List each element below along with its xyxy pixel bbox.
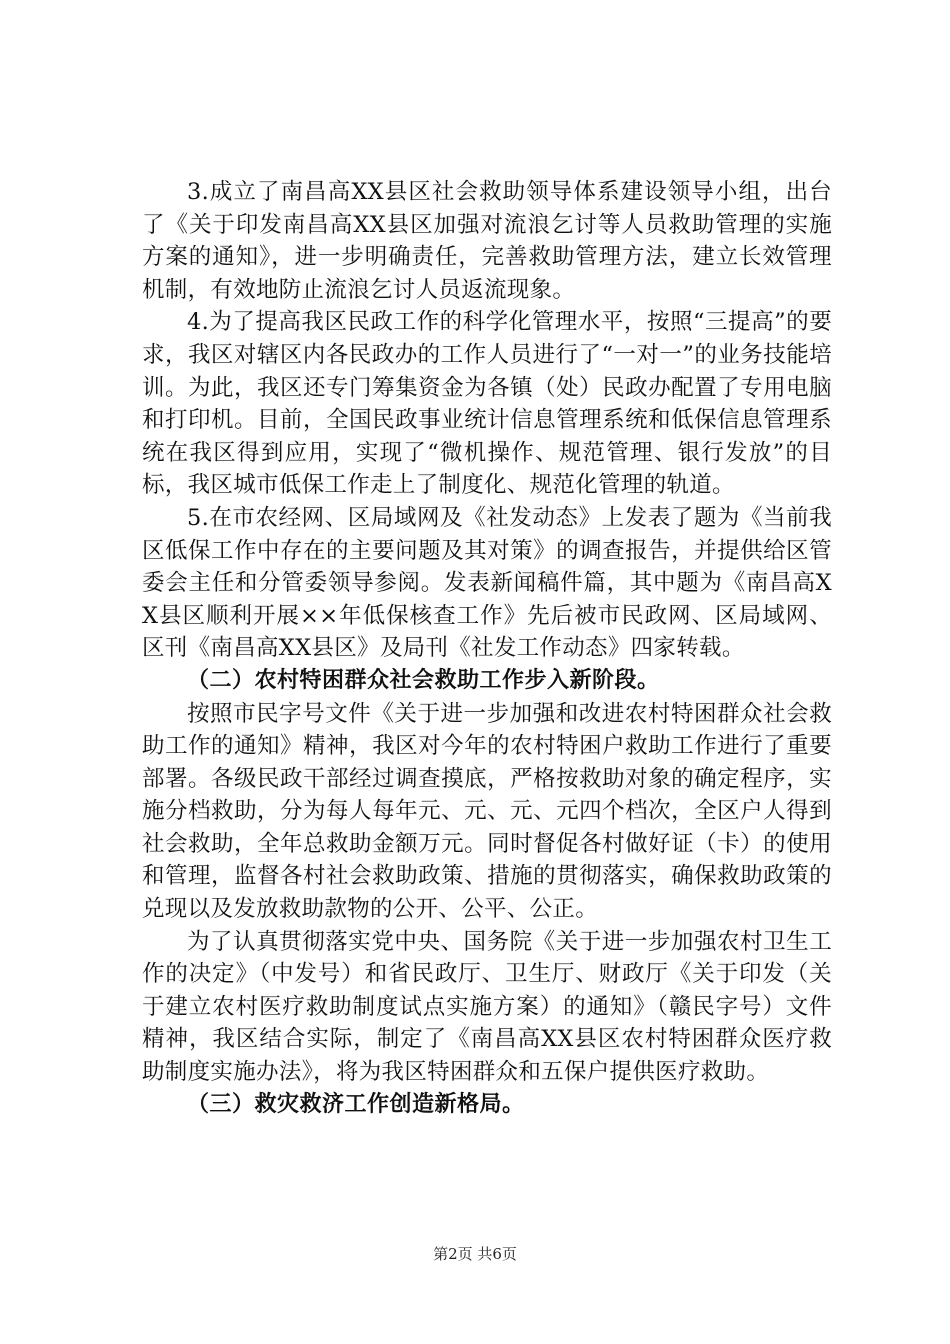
- document-body: [142, 176, 832, 1121]
- paragraph-medical-aid: 为了认真贯彻落实党中央、国务院《关于进一步加强农村卫生工作的决定》（中发号）和省民政厅、卫生厅、财政厅《关于印发（关于建立农村医疗救助制度试点实施方案）的通知》（赣民字号）文件精神，我区结合实际，制定了《南昌高XX县区农村特困群众医疗救助制度实施办法》，将为我区特困群众和五保户提供医疗救助。: [142, 928, 832, 1086]
- section-heading-disaster-relief: （三）救灾救济工作创造新格局。: [187, 1091, 525, 1117]
- page-number-footer: 第2页 共6页: [433, 1245, 517, 1263]
- section-heading-rural-aid: （二）农村特困群众社会救助工作步入新阶段。: [187, 667, 660, 693]
- paragraph-item-3: 3.成立了南昌高XX县区社会救助领导体系建设领导小组，出台了《关于印发南昌高XX县区加强对流浪乞讨等人员救助管理的实施方案的通知》，进一步明确责任，完善救助管理方法，建立长效管理机制，有效地防止流浪乞讨人员返流现象。: [142, 179, 832, 303]
- paragraph-rural-aid-policy: 按照市民字号文件《关于进一步加强和改进农村特困群众社会救助工作的通知》精神，我区对今年的农村特困户救助工作进行了重要部署。各级民政干部经过调查摸底，严格按救助对象的确定程序，实施分档救助，分为每人每年元、元、元、元四个档次，全区户人得到社会救助，全年总救助金额万元。同时督促各村做好证（卡）的使用和管理，监督各村社会救助政策、措施的贯彻落实，确保救助政策的兑现以及发放救助款物的公开、公平、公正。: [142, 700, 832, 923]
- paragraph-item-4: 4.为了提高我区民政工作的科学化管理水平，按照“三提高”的要求，我区对辖区内各民政办的工作人员进行了“一对一”的业务技能培训。为此，我区还专门筹集资金为各镇（处）民政办配置了专用电脑和打印机。目前，全国民政事业统计信息管理系统和低保信息管理系统在我区得到应用，实现了“微机操作、规范管理、银行发放”的目标，我区城市低保工作走上了制度化、规范化管理的轨道。: [142, 309, 832, 499]
- paragraph-item-5: 5.在市农经网、区局域网及《社发动态》上发表了题为《当前我区低保工作中存在的主要问题及其对策》的调查报告，并提供给区管委会主任和分管委领导参阅。发表新闻稿件篇，其中题为《南昌高XX县区顺利开展××年低保核查工作》先后被市民政网、区局域网、区刊《南昌高XX县区》及局刊《社发工作动态》四家转载。: [142, 504, 832, 662]
